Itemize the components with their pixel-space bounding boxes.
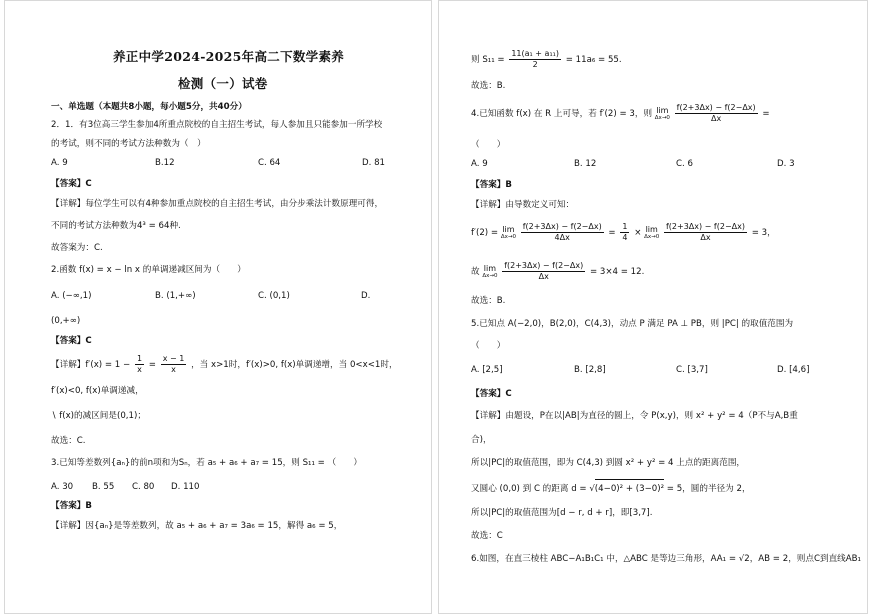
- times-sign: ×: [634, 228, 642, 238]
- q3-explanation-line1: 【详解】因{aₙ}是等差数列，故 a₅ + a₆ + a₇ = 3a₆ = 15，解得 a₆ = 5，: [51, 521, 343, 531]
- q4-explanation-line2: [471, 222, 776, 244]
- fraction-numerator: 11(a₁ + a₁₁): [511, 49, 559, 58]
- q4-explanation-line3: [471, 261, 644, 283]
- q5-selection: 故选：C: [471, 531, 503, 541]
- q2-option-d: D.: [361, 291, 371, 301]
- q4-selection: 故选：B.: [471, 296, 506, 306]
- q4-paren: （ ）: [471, 140, 506, 150]
- q2-option-d-value: (0,+∞): [51, 316, 81, 326]
- fraction: [509, 49, 561, 70]
- q2-option-b: B. (1,+∞): [155, 291, 196, 301]
- q3-explanation-continued: [471, 49, 622, 71]
- limit-operator: [655, 107, 670, 121]
- q5-option-b: B. [2,8]: [574, 365, 606, 375]
- q2-explanation-line1: [51, 354, 398, 376]
- q5-explanation-line1: 【详解】由题设，P在以|AB|为直径的圆上，令 P(x,y)，则 x² + y² = 4（P不与A,B重: [471, 411, 798, 421]
- fraction: [675, 103, 758, 124]
- limit-subscript: Δx→0: [644, 233, 660, 240]
- q5-stem: 5.已知点 A(−2,0)，B(2,0)，C(4,3)，动点 P 满足 PA ⊥ PB，则 |PC| 的取值范围为: [471, 319, 794, 329]
- fraction-numerator: f(2+3Δx) − f(2−Δx): [665, 222, 745, 231]
- q6-stem: 6.如图，在直三棱柱 ABC−A₁B₁C₁ 中，△ABC 是等边三角形，AA₁ = √2，AB = 2，则点C到直线AB₁: [471, 554, 861, 564]
- q5-explanation-line5: 所以|PC|的取值范围为[d − r, d + r]，即[3,7].: [471, 508, 653, 518]
- left-page: [4, 0, 432, 614]
- q1-option-b: B.12: [155, 158, 175, 168]
- limit-result: = 3×4 = 12.: [589, 267, 645, 277]
- fraction-denominator: 4: [622, 233, 628, 242]
- q1-explanation-line1: 【详解】每位学生可以有4种参加重点院校的自主招生考试，由分步乘法计数原理可得，: [51, 199, 384, 209]
- q5-explanation-line4: [471, 479, 751, 497]
- limit-subscript: Δx→0: [482, 272, 498, 279]
- section-heading: 一、单选题（本题共8小题，每小题5分，共40分）: [51, 102, 247, 112]
- q2-option-c: C. (0,1): [258, 291, 290, 301]
- q4-stem: [471, 103, 770, 125]
- s11-label: 则 S₁₁ =: [471, 55, 505, 65]
- q4-option-a: A. 9: [471, 159, 488, 169]
- q4-option-c: C. 6: [676, 159, 693, 169]
- fraction-denominator: 4Δx: [554, 233, 570, 242]
- sqrt-symbol: √: [589, 484, 595, 494]
- fraction-numerator: f(2+3Δx) − f(2−Δx): [522, 222, 602, 231]
- fraction-denominator: Δx: [711, 114, 722, 123]
- q2-option-a: A. (−∞,1): [51, 291, 92, 301]
- distance-result: = 5，圆的半径为 2，: [666, 484, 751, 494]
- equals-sign: =: [148, 360, 156, 370]
- fraction-numerator: 1: [622, 222, 628, 231]
- q3-option-d: D. 110: [171, 482, 200, 492]
- fraction-numerator: x − 1: [162, 354, 185, 363]
- fraction: [135, 354, 144, 375]
- q1-answer: 【答案】C: [51, 179, 92, 189]
- q3-option-a: A. 30: [51, 482, 74, 492]
- q3-option-c: C. 80: [132, 482, 155, 492]
- limit-word: lim: [502, 224, 515, 234]
- fraction: [664, 222, 747, 243]
- q5-explanation-line3: 所以|PC|的取值范围，即为 C(4,3) 到圆 x² + y² = 4 上点的距离范围，: [471, 458, 746, 468]
- q2-answer: 【答案】C: [51, 336, 92, 346]
- exam-title-line1: 养正中学2024-2025年高二下数学素养: [113, 49, 345, 64]
- right-page: [438, 0, 868, 614]
- q1-explanation-line2: 不同的考试方法种数为4³ = 64种.: [51, 221, 181, 231]
- fraction-numerator: f(2+3Δx) − f(2−Δx): [676, 103, 756, 112]
- q3-option-b: B. 55: [92, 482, 115, 492]
- fraction: [521, 222, 604, 243]
- fraction-denominator: x: [137, 365, 142, 374]
- limit-operator: [482, 265, 497, 279]
- fraction: [161, 354, 187, 375]
- fraction-numerator: 1: [136, 354, 143, 363]
- distance-label: 又圆心 (0,0) 到 C 的距离 d =: [471, 484, 587, 494]
- therefore-word: 故: [471, 267, 480, 277]
- q3-selection: 故选：B.: [471, 81, 506, 91]
- q5-option-c: C. [3,7]: [676, 365, 708, 375]
- limit-operator: [644, 226, 659, 240]
- q1-explanation-line3: 故答案为：C.: [51, 243, 103, 253]
- fraction-denominator: Δx: [538, 272, 549, 281]
- q4-explanation-line1: 【详解】由导数定义可知：: [471, 200, 575, 210]
- q3-stem: 3.已知等差数列{aₙ}的前n项和为Sₙ，若 a₅ + a₆ + a₇ = 15，则 S₁₁ = （ ）: [51, 458, 362, 468]
- fraction-denominator: Δx: [700, 233, 711, 242]
- fraction-denominator: 2: [532, 60, 538, 69]
- fraction: [620, 222, 629, 243]
- q2-exp1-prefix: 【详解】f′(x) = 1 −: [51, 360, 131, 370]
- limit-subscript: Δx→0: [654, 114, 670, 121]
- limit-word: lim: [645, 224, 658, 234]
- limit-word: lim: [483, 263, 497, 273]
- q4-stem-text: 4.已知函数 f(x) 在 R 上可导，若 f′(2) = 3，则: [471, 109, 653, 119]
- limit-word: lim: [656, 105, 669, 115]
- q2-explanation-line3: ∖ f(x)的减区间是(0,1)；: [51, 411, 146, 421]
- derivative-label: f′(2) =: [471, 228, 499, 238]
- limit-operator: [501, 226, 516, 240]
- derivative-result: = 3，: [751, 228, 776, 238]
- q4-option-d: D. 3: [777, 159, 795, 169]
- fraction-numerator: f(2+3Δx) − f(2−Δx): [504, 261, 584, 270]
- exam-title-line2: 检测（一）试卷: [178, 76, 268, 91]
- q5-option-d: D. [4,6]: [777, 365, 810, 375]
- limit-subscript: Δx→0: [500, 233, 516, 240]
- q5-answer: 【答案】C: [471, 389, 512, 399]
- equals-sign: =: [762, 109, 770, 119]
- q4-answer: 【答案】B: [471, 180, 512, 190]
- q1-stem-line1: 2．1．有3位高三学生参加4所重点院校的自主招生考试，每人参加且只能参加一所学校: [51, 120, 383, 130]
- q2-exp1-suffix: ，当 x>1时，f′(x)>0, f(x)单调递增，当 0<x<1时，: [191, 360, 398, 370]
- q1-option-d: D. 81: [362, 158, 386, 168]
- q1-stem-line2: 的考试，则不同的考试方法种数为（ ）: [51, 139, 206, 149]
- q5-option-a: A. [2,5]: [471, 365, 503, 375]
- q1-option-a: A. 9: [51, 158, 68, 168]
- q5-paren: （ ）: [471, 341, 506, 351]
- q2-stem: 2.函数 f(x) = x − ln x 的单调递减区间为（ ）: [51, 265, 246, 275]
- fraction: [502, 261, 585, 282]
- s11-result: = 11a₆ = 55.: [565, 55, 622, 65]
- sqrt-radicand: (4−0)² + (3−0)²: [595, 479, 664, 497]
- q5-explanation-line2: 合)，: [471, 435, 492, 445]
- fraction-denominator: x: [171, 365, 176, 374]
- q1-option-c: C. 64: [258, 158, 281, 168]
- q2-explanation-line4: 故选：C.: [51, 436, 86, 446]
- q4-option-b: B. 12: [574, 159, 597, 169]
- equals-sign: =: [608, 228, 616, 238]
- q3-answer: 【答案】B: [51, 501, 92, 511]
- q2-explanation-line2: f′(x)<0, f(x)单调递减，: [51, 386, 144, 396]
